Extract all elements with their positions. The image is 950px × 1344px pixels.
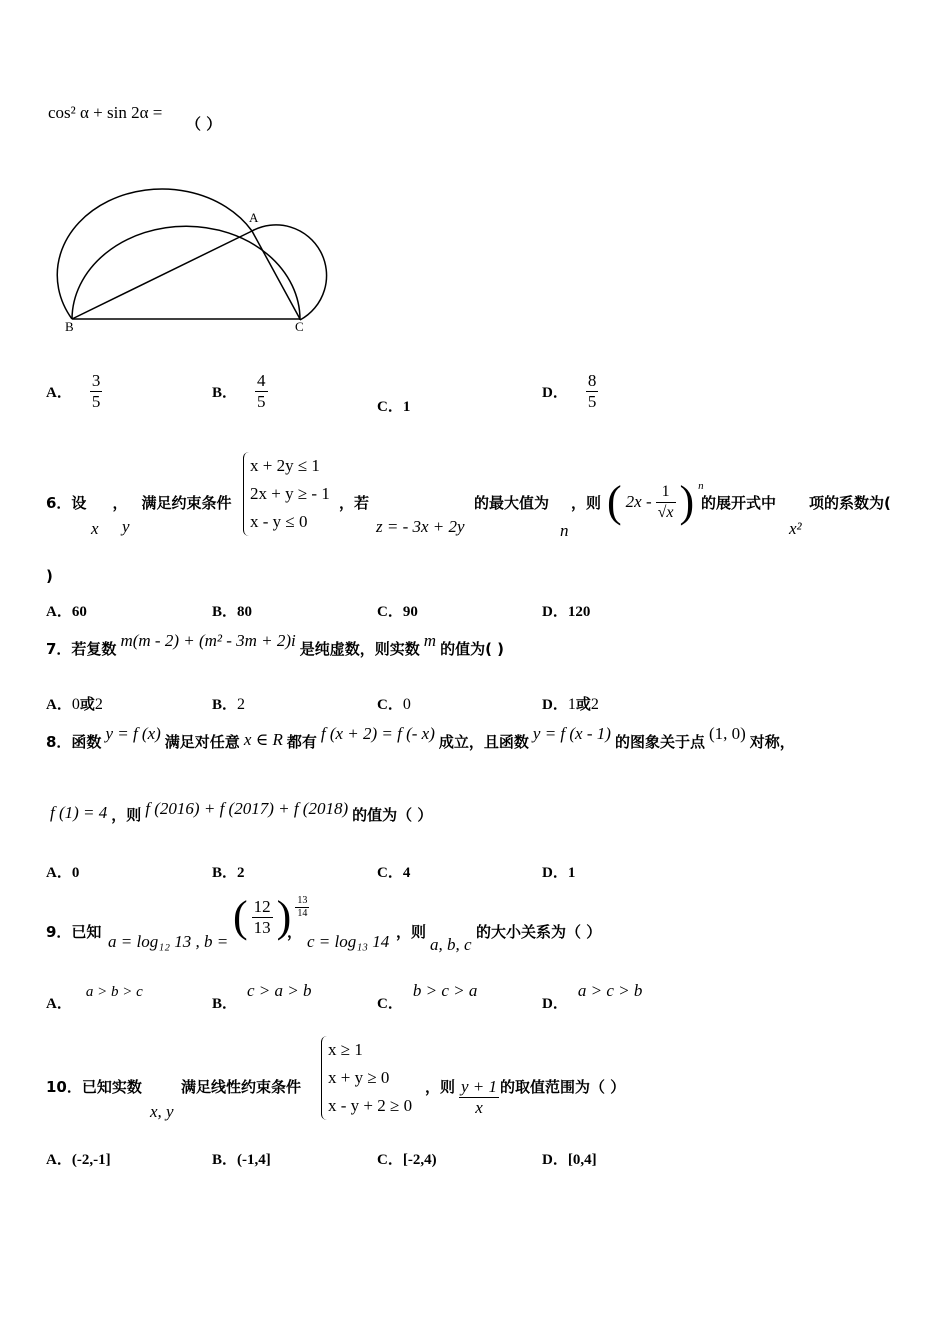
q9-text-relation: 的大小关系为（ ） bbox=[476, 923, 602, 941]
q9-option-d[interactable]: D．a > c > b bbox=[542, 981, 643, 1012]
q7-option-d[interactable]: D．1或2 bbox=[542, 695, 599, 713]
q6-objective: z = - 3x + 2y bbox=[376, 517, 465, 536]
large-arc bbox=[57, 189, 252, 319]
q7-option-a[interactable]: A．0或2 bbox=[46, 695, 103, 713]
q6-x-squared: x² bbox=[789, 519, 802, 538]
small-arc bbox=[252, 225, 327, 320]
q9-lead: 9．已知 bbox=[46, 923, 102, 941]
q6-constraint-system: x + 2y ≤ 1 2x + y ≥ - 1 x - y ≤ 0 bbox=[243, 452, 330, 536]
q7-option-c[interactable]: C．0 bbox=[377, 696, 411, 713]
q9-vars: a, b, c bbox=[430, 935, 472, 954]
q8-option-c[interactable]: C．4 bbox=[377, 865, 411, 881]
q8-option-b[interactable]: B．2 bbox=[212, 865, 245, 881]
q5-option-b[interactable]: B． $\frac{4}{5}$ bbox=[212, 371, 266, 411]
q6-option-d[interactable]: D．120 bbox=[542, 604, 591, 620]
q9-option-a[interactable]: A．a > b > c bbox=[46, 984, 143, 1012]
q6-binomial: ( 2x - $\frac{1}{√x}$ ) $^n$ bbox=[607, 477, 704, 526]
q5-answer-paren: （ ） bbox=[186, 115, 222, 133]
q9-text-ze: ，则 bbox=[396, 923, 427, 941]
q6-text-ze: ，则 bbox=[571, 494, 602, 512]
label-c: C bbox=[295, 319, 304, 334]
q6-var-x: x bbox=[91, 519, 99, 538]
q6-text-expansion: 的展开式中 bbox=[701, 494, 777, 512]
q10-text-ze: ，则 bbox=[425, 1078, 456, 1096]
q7-option-b[interactable]: B．2 bbox=[212, 696, 246, 713]
q9-comma: ， bbox=[287, 923, 303, 941]
q10-option-a[interactable]: A．(-2,-1] bbox=[46, 1152, 111, 1168]
q10-option-d[interactable]: D．[0,4] bbox=[542, 1152, 597, 1168]
q6-option-a[interactable]: A．60 bbox=[46, 604, 87, 620]
q6-text-coef: 项的系数为( bbox=[809, 494, 891, 512]
q5-stem-expression: cos² α + sin 2α = bbox=[48, 103, 163, 122]
q10-option-c[interactable]: C．[-2,4) bbox=[377, 1152, 437, 1168]
q6-text-max: 的最大值为 bbox=[474, 494, 550, 512]
q5-option-d[interactable]: D． $\frac{8}{5}$ bbox=[542, 371, 597, 411]
q10-vars: x, y bbox=[150, 1102, 174, 1121]
label-a: A bbox=[249, 210, 259, 225]
q9-c-expr: c = log₁₃ 14 bbox=[307, 932, 390, 951]
q6-var-y: y bbox=[122, 517, 130, 536]
q6-lead: 6．设 ， 满足约束条件 bbox=[46, 494, 232, 512]
q10-text-range: 的取值范围为（ ） bbox=[500, 1078, 626, 1096]
q8-stem-line1: 8．函数 y = f (x) 满足对任意 x ∈ R 都有 f (x + 2) = f (- x) 成立，且函数 y = f (x - 1) 的图象关于点 (1, 0) 对称， bbox=[46, 724, 795, 751]
q7-stem: 7．若复数 m(m - 2) + (m² - 3m + 2)i 是纯虚数，则实数 m 的值为( ) bbox=[46, 631, 505, 658]
q6-close-paren: ) bbox=[46, 567, 53, 585]
q10-text-constraint: 满足线性约束条件 bbox=[181, 1078, 302, 1096]
q6-var-n: n bbox=[560, 521, 569, 540]
q10-fraction: $\frac{y + 1}{x}$ bbox=[461, 1077, 498, 1117]
medium-arc bbox=[72, 226, 300, 320]
q5-option-a[interactable]: A． $\frac{3}{5}$ bbox=[46, 371, 101, 411]
q6-text-ruo: ，若 bbox=[339, 494, 370, 512]
q10-lead: 10．已知实数 bbox=[46, 1078, 142, 1096]
q8-stem-line2: f (1) = 4 ，则 f (2016) + f (2017) + f (2018) 的值为（ ） bbox=[50, 799, 433, 824]
segment-ba bbox=[72, 231, 252, 319]
q8-option-a[interactable]: A．0 bbox=[46, 865, 80, 881]
q8-option-d[interactable]: D．1 bbox=[542, 865, 576, 881]
q9-option-b[interactable]: B．c > a > b bbox=[212, 981, 312, 1012]
q5-geometry-figure bbox=[55, 168, 345, 343]
q9-b-power: ( $\frac{12}{13}$ ) $\frac{13}{14}$ bbox=[233, 892, 308, 941]
q9-option-c[interactable]: C．b > c > a bbox=[377, 981, 478, 1012]
q6-option-c[interactable]: C．90 bbox=[377, 604, 418, 620]
q10-constraint-system: x ≥ 1 x + y ≥ 0 x - y + 2 ≥ 0 bbox=[321, 1036, 412, 1120]
q10-option-b[interactable]: B．(-1,4] bbox=[212, 1152, 271, 1168]
segment-ac bbox=[252, 231, 300, 319]
q6-option-b[interactable]: B．80 bbox=[212, 604, 253, 620]
q5-option-c[interactable]: C．1 bbox=[377, 399, 411, 415]
label-b: B bbox=[65, 319, 74, 334]
q9-a-b-expr: a = log₁₂ 13 , b = bbox=[108, 932, 229, 951]
